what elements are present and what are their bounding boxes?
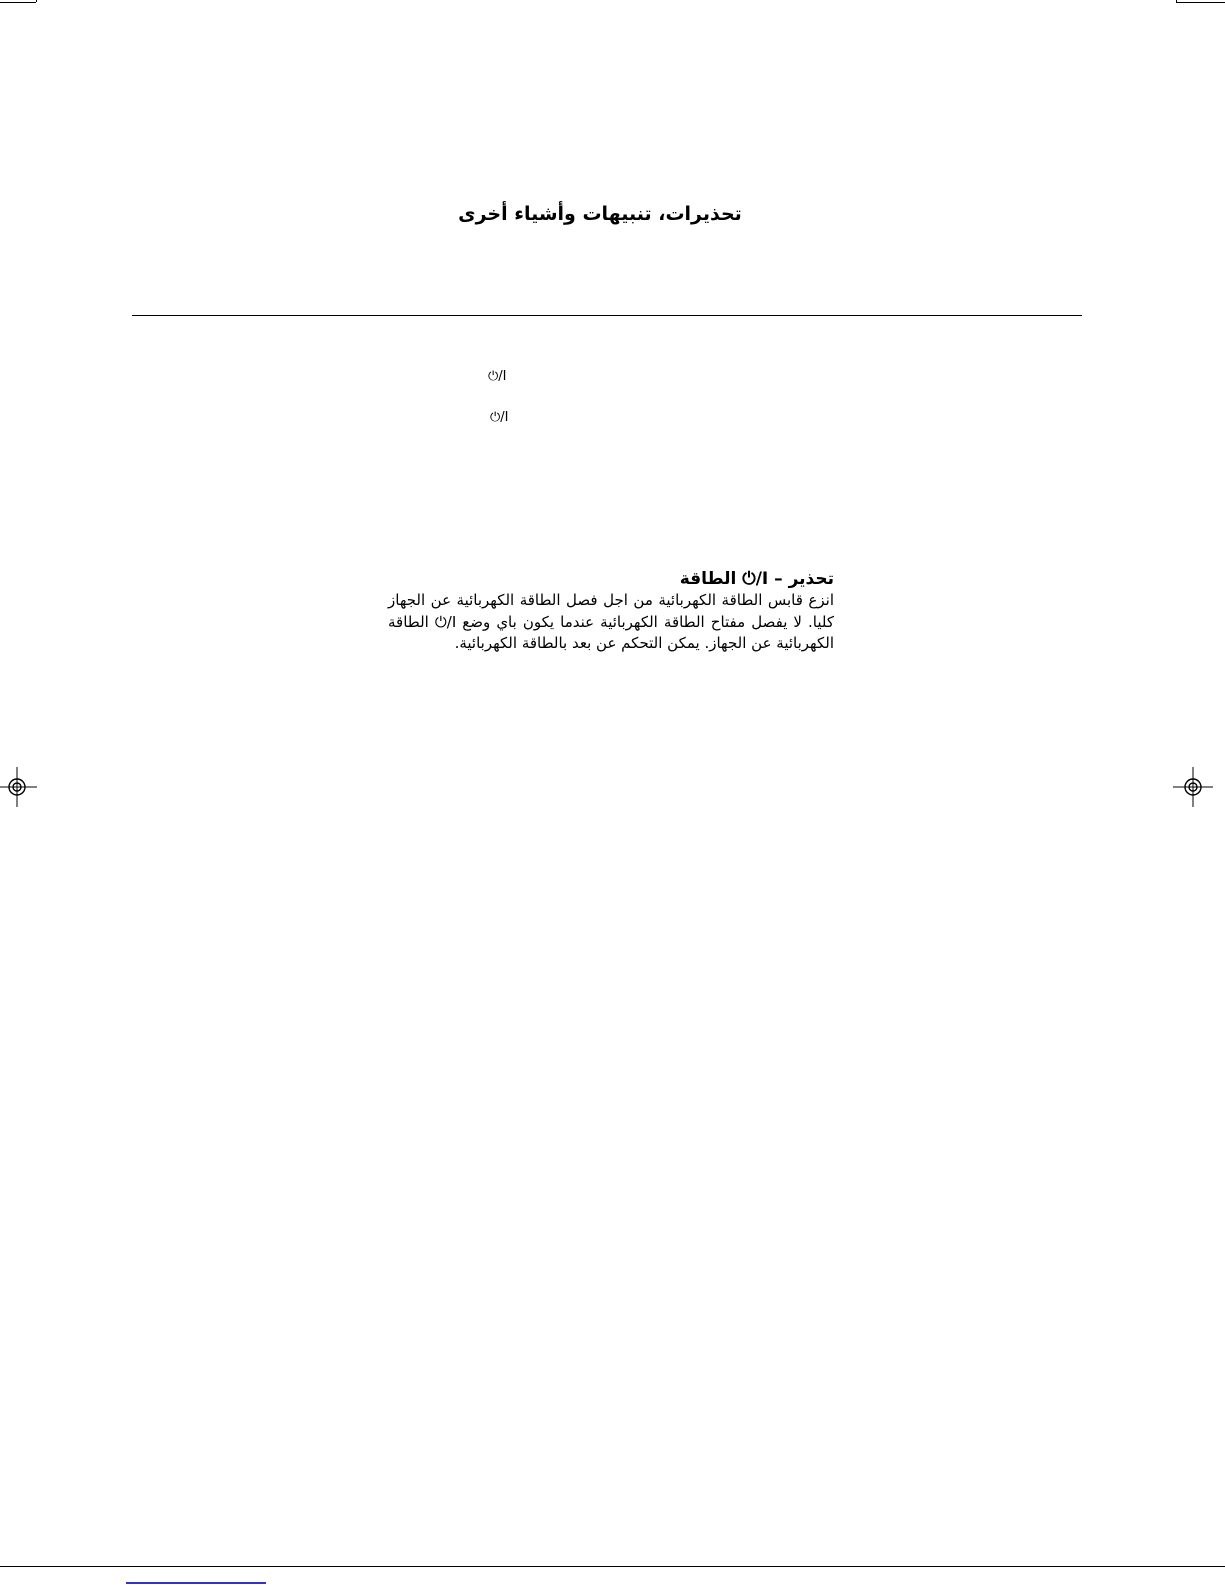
title-divider	[132, 315, 1082, 316]
power-symbol-2: ⏻/I	[490, 410, 509, 425]
crop-mark-top-left-h	[0, 2, 36, 3]
warning-body: انزع قابس الطاقة الكهربائية من اجل فصل الطاقة الكهربائية عن الجهاز كليا. لا يفصل مفتاح الطاقة الكهربائية عندما يكون باي وضع I/⏻ الطاقة الكهربائية عن الجهاز. يمكن التحكم عن بعد بالطاقة الكهربائية.	[388, 591, 834, 652]
crop-mark-top-right-h	[1176, 2, 1225, 3]
power-warning-block	[388, 568, 834, 655]
power-symbol-1: ⏻/I	[488, 369, 507, 384]
crop-mark-top-right-v	[1176, 0, 1177, 2]
registration-mark-right	[1173, 767, 1213, 807]
registration-mark-left	[0, 767, 37, 807]
page-title: تحذيرات، تنبيهات وأشياء أخرى	[458, 203, 742, 225]
crop-mark-top-left-v	[36, 0, 37, 2]
warning-heading: تحذير – I/⏻ الطاقة	[679, 569, 834, 589]
crop-mark-bottom-line	[0, 1566, 1225, 1567]
footer-link-underline	[126, 1582, 266, 1584]
